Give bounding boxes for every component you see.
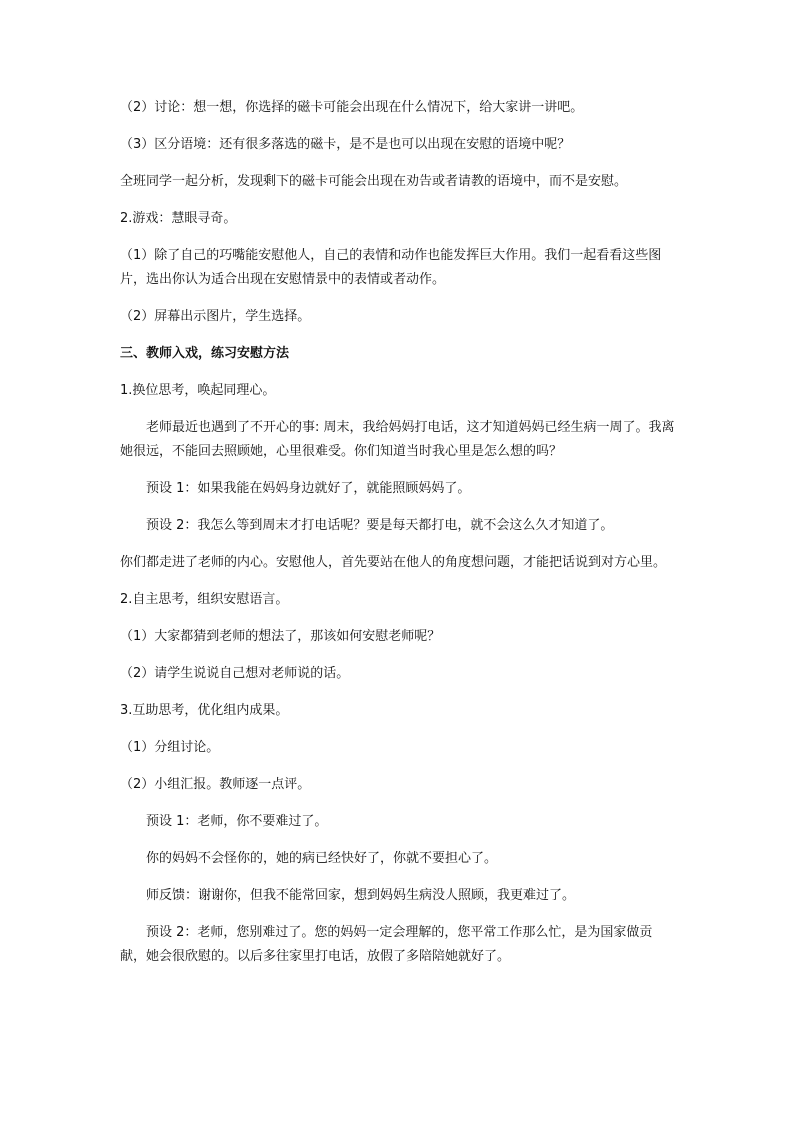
paragraph-group-report: （2）小组汇报。教师逐一点评。 [120, 777, 311, 792]
paragraph-teacher-story: 老师最近也遇到了不开心的事: 周末，我给妈妈打电话，这才知道妈妈已经生病一周了。我离她很远，不能回去照顾她，心里很难受。你们知道当时我心里是怎么想的吗？ [120, 420, 675, 459]
paragraph-response-detail: 你的妈妈不会怪你的，她的病已经快好了，你就不要担心了。 [146, 851, 498, 866]
section-three-heading: 三、教师入戏，练习安慰方法 [120, 346, 290, 361]
paragraph-preset-two: 预设 2：我怎么等到周末才打电话呢？要是每天都打电，就不会这么久才知道了。 [146, 518, 614, 533]
paragraph-empathy-summary: 你们都走进了老师的内心。安慰他人，首先要站在他人的角度想问题，才能把话说到对方心里。 [120, 555, 667, 570]
paragraph-screen-pictures: （2）屏幕出示图片，学生选择。 [120, 309, 311, 324]
paragraph-how-to-comfort: （1）大家都猜到老师的想法了，那该如何安慰老师呢？ [120, 629, 441, 644]
paragraph-expression: （1）除了自己的巧嘴能安慰他人，自己的表情和动作也能发挥巨大作用。我们一起看看这些图片，选出你认为适合出现在安慰情景中的表情或者动作。 [120, 248, 662, 287]
subsection-organize-heading: 2.自主思考，组织安慰语言。 [120, 592, 289, 607]
paragraph-response-preset-one: 预设 1：老师，你不要难过了。 [146, 814, 328, 829]
paragraph-teacher-feedback: 师反馈：谢谢你，但我不能常回家，想到妈妈生病没人照顾，我更难过了。 [146, 888, 576, 903]
paragraph-class-analysis: 全班同学一起分析，发现剩下的磁卡可能会出现在劝告或者请教的语境中，而不是安慰。 [120, 174, 628, 189]
section-game-heading: 2.游戏：慧眼寻奇。 [120, 211, 237, 226]
paragraph-students-speak: （2）请学生说说自己想对老师说的话。 [120, 666, 350, 681]
paragraph-response-preset-two: 预设 2：老师，您别难过了。您的妈妈一定会理解的，您平常工作那么忙，是为国家做贡献，她会很欣慰的。以后多往家里打电话，放假了多陪陪她就好了。 [120, 925, 653, 964]
subsection-group-heading: 3.互助思考，优化组内成果。 [120, 703, 289, 718]
paragraph-context: （3）区分语境：还有很多落选的磁卡，是不是也可以出现在安慰的语境中呢？ [120, 137, 571, 152]
paragraph-preset-one: 预设 1：如果我能在妈妈身边就好了，就能照顾妈妈了。 [146, 481, 471, 496]
paragraph-group-discussion: （1）分组讨论。 [120, 740, 220, 755]
subsection-empathy-heading: 1.换位思考，唤起同理心。 [120, 383, 276, 398]
paragraph-discussion: （2）讨论：想一想，你选择的磁卡可能会出现在什么情况下，给大家讲一讲吧。 [120, 100, 584, 115]
document-body [120, 96, 676, 982]
